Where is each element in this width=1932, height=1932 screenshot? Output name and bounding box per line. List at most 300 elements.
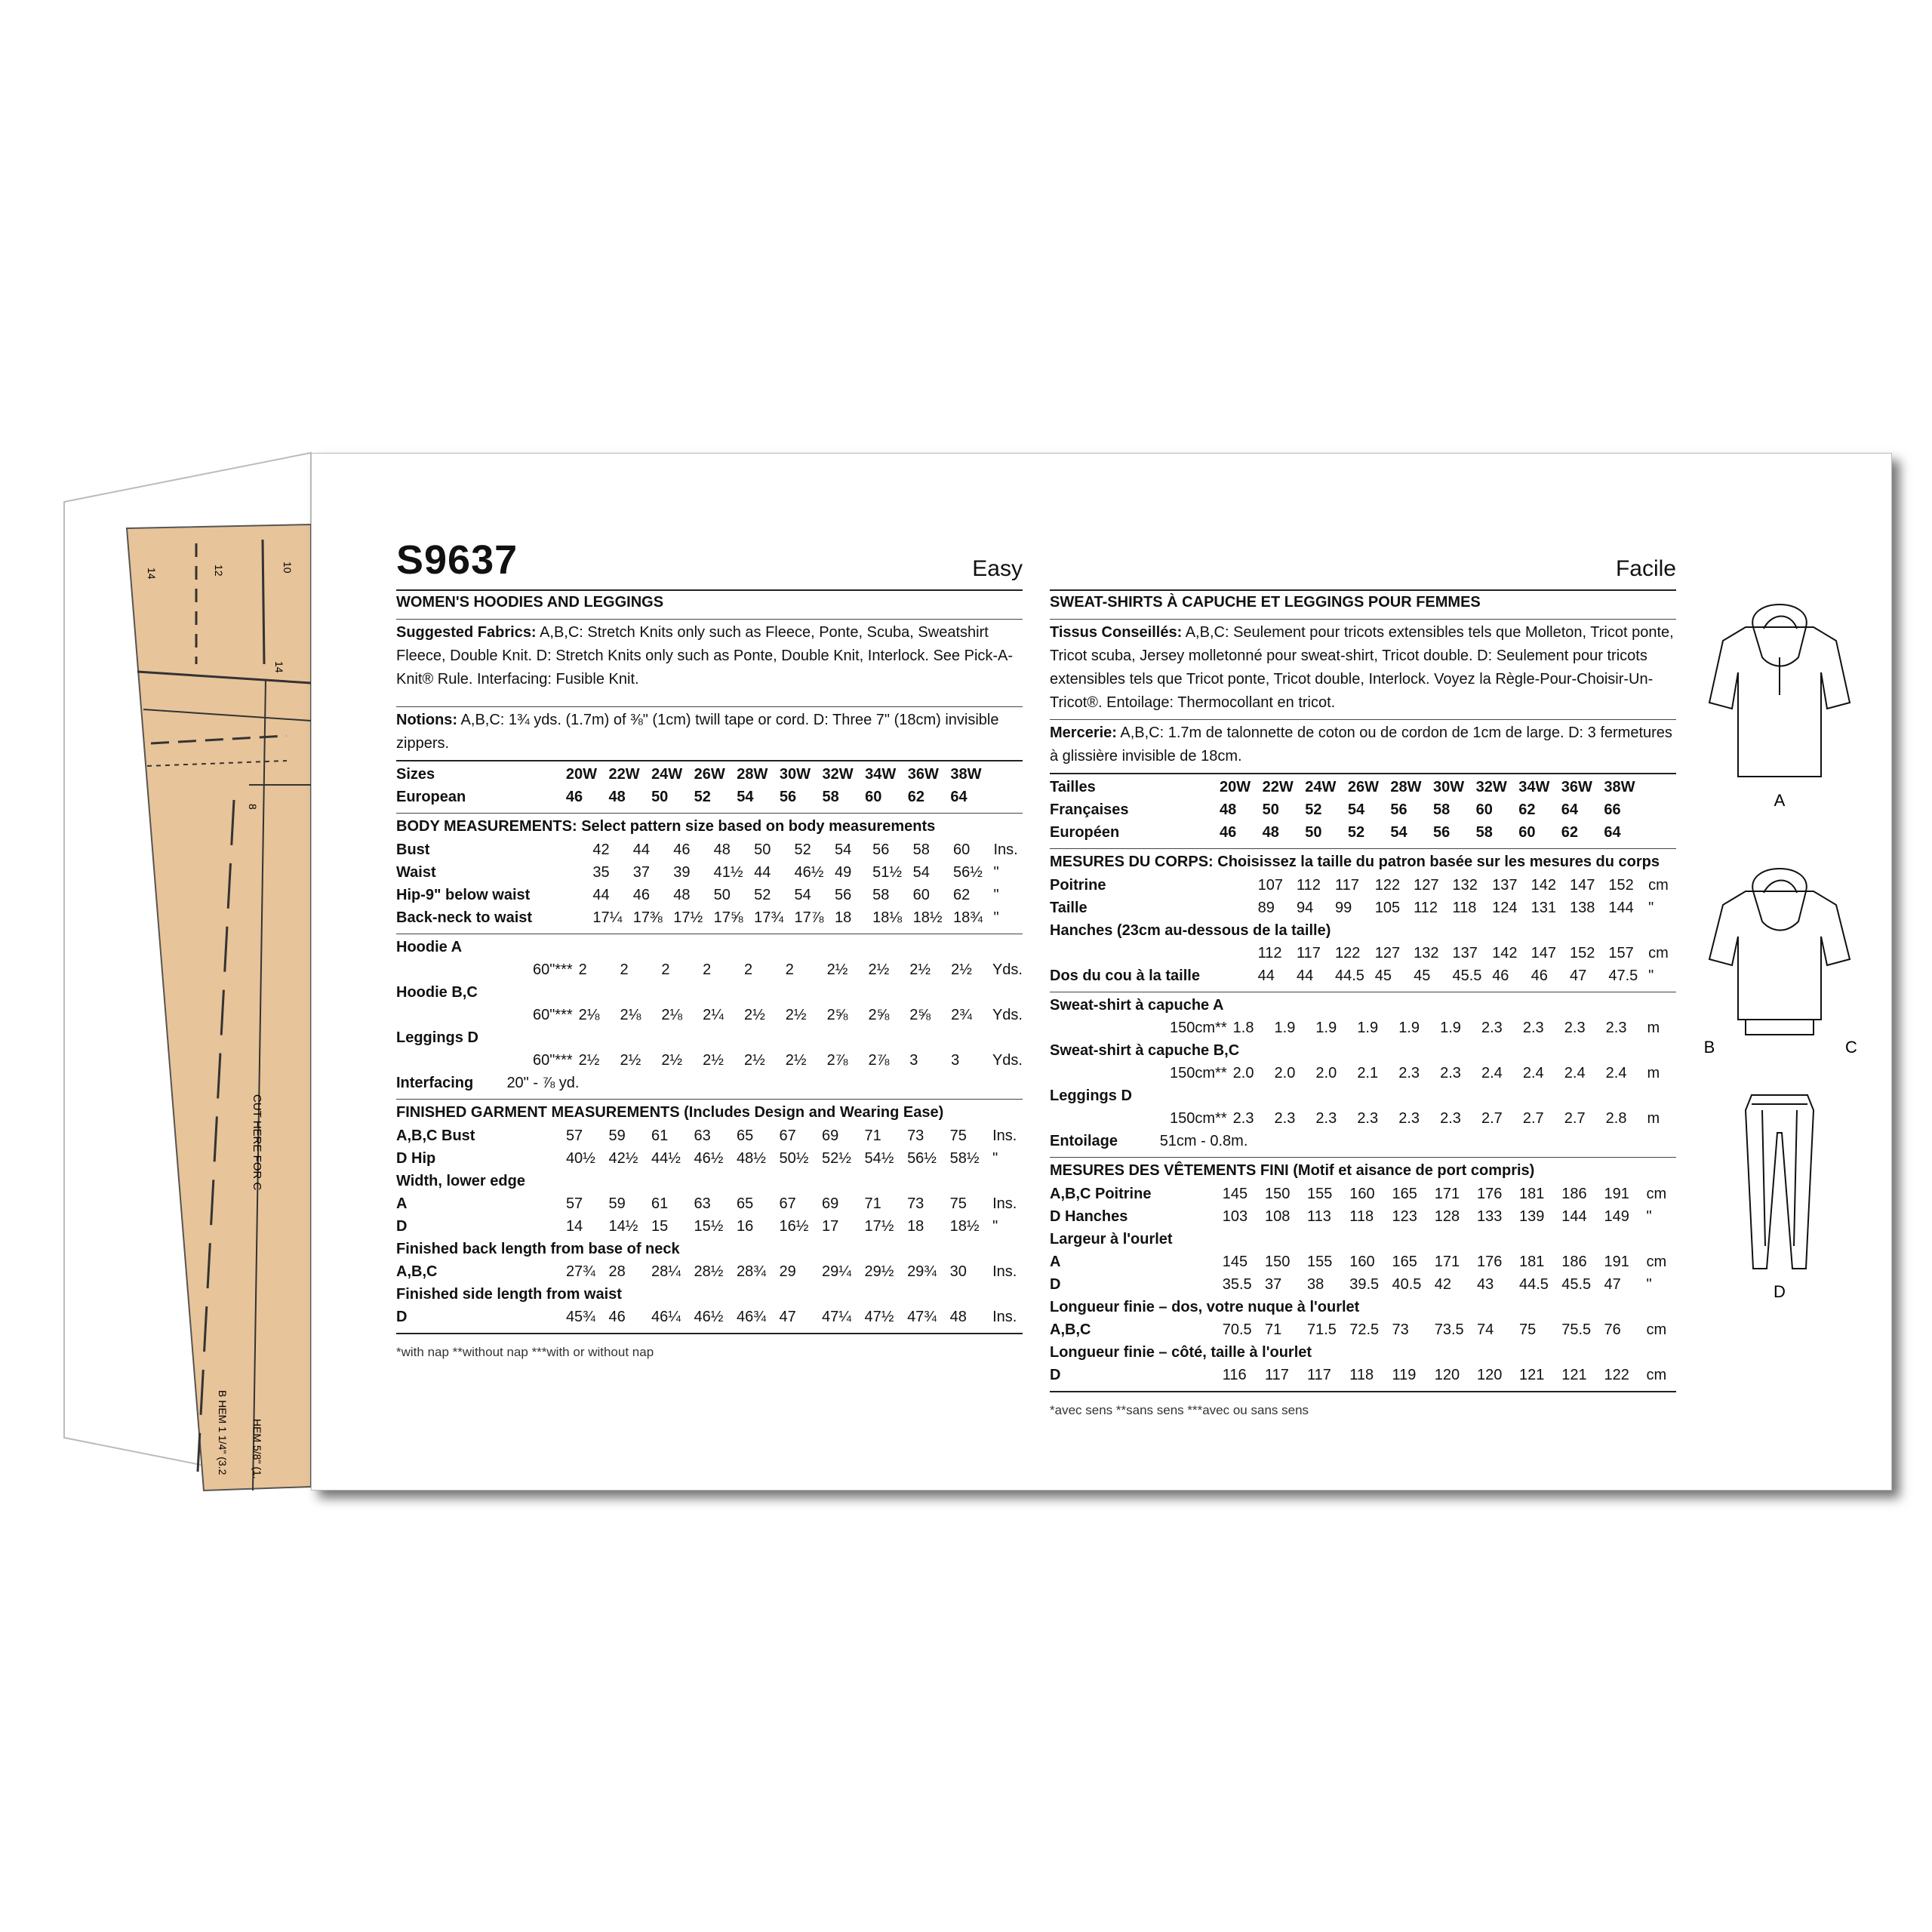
row-label: A,B,C [396, 1263, 438, 1280]
cell-value: 58 [912, 841, 930, 858]
cell-value: 14½ [608, 1218, 638, 1235]
cell-value: 52 [1347, 824, 1365, 841]
table-row [1050, 964, 1676, 987]
cell-value: 105 [1374, 900, 1401, 916]
cell-value: 2.4 [1564, 1065, 1586, 1081]
cell-value: 45.5 [1452, 968, 1482, 984]
yardage-fr [1050, 992, 1676, 1157]
table-row [396, 1306, 1023, 1328]
cell-value: 56 [834, 887, 852, 903]
row-label: Hanches (23cm au-dessous de la taille) [1050, 922, 1331, 939]
cell-value: 2½ [743, 1007, 765, 1023]
cell-value: 64 [950, 789, 968, 805]
cell-value: 107 [1257, 877, 1283, 894]
cell-value: 131 [1531, 900, 1556, 916]
cell-value: 59 [608, 1195, 626, 1212]
cell-value: 2 [743, 961, 753, 978]
cell-unit [1647, 776, 1676, 798]
cell-value: 74 [1476, 1321, 1494, 1338]
cell-value: 46 [1492, 968, 1509, 984]
cell-value: 46 [565, 789, 583, 805]
cell-value: 50 [754, 841, 771, 858]
cell-value: 52½ [822, 1150, 851, 1167]
row-label: Dos du cou à la taille [1050, 968, 1200, 984]
cell-value: 16½ [779, 1218, 809, 1235]
cell-value: 44.5 [1519, 1276, 1549, 1293]
cell-value: 37 [632, 864, 651, 881]
cell-value: 61 [651, 1128, 669, 1144]
cell-value: 58 [1475, 824, 1493, 841]
cell-value: 47 [1569, 968, 1587, 984]
cell-value: 2⅛ [661, 1007, 683, 1023]
cell-value: 176 [1476, 1254, 1503, 1270]
cell-value: 18⅛ [872, 909, 903, 926]
cell-value: 160 [1349, 1254, 1375, 1270]
cell-value: 152 [1608, 877, 1634, 894]
cell-value: 1.8 [1232, 1020, 1254, 1036]
cell-value: 62 [907, 789, 924, 805]
cell-value: 50 [1262, 801, 1279, 818]
cell-value: 2½ [785, 1007, 807, 1023]
cell-value: 117 [1306, 1367, 1331, 1383]
cell-value: 17½ [864, 1218, 894, 1235]
cell-value: 15 [651, 1218, 669, 1235]
cell-value: 2.3 [1398, 1110, 1420, 1127]
row-label [396, 958, 506, 981]
row-label: A,B,C Bust [396, 1128, 475, 1144]
row-label: A,B,C Poitrine [1050, 1186, 1152, 1202]
cell-value: 60 [1518, 824, 1536, 841]
cell-value: 73 [907, 1128, 924, 1144]
cell-value: 2.3 [1564, 1020, 1586, 1036]
sheet-number-8: 8 [247, 804, 259, 810]
cell-value: 47.5 [1608, 968, 1638, 984]
cell-value: 112 [1296, 877, 1321, 894]
cell-value: 186 [1561, 1254, 1587, 1270]
interfacing-row [396, 1072, 1023, 1094]
cell-value: 56 [779, 789, 797, 805]
fabrics-en: Suggested Fabrics: A,B,C: Stretch Knits only such as Fleece, Ponte, Scuba, Sweatshirt Fleece, Double Knit. D: Stretch Knits only such as Ponte, Double Knit, Interlock. See Pick-A-Knit® Rule. Interfacing: Fusible Knit. [396, 619, 1023, 696]
cell-value: 2⅝ [826, 1007, 848, 1023]
cell-value: 54 [794, 887, 811, 903]
table-row [1050, 994, 1676, 1017]
cell-value: 116 [1222, 1367, 1247, 1383]
cell-value: 17⅜ [632, 909, 663, 926]
cell-value: 2.0 [1315, 1065, 1337, 1081]
row-spacer [532, 838, 592, 861]
cell-value: 160 [1349, 1186, 1375, 1202]
cut-here-text: CUT HERE FOR C [251, 1094, 263, 1191]
cell-value: 47 [1604, 1276, 1621, 1293]
table-row [396, 1260, 1023, 1283]
cell-value: 2¾ [951, 1007, 972, 1023]
row-label: D [1050, 1367, 1061, 1383]
cell-value: 59 [608, 1128, 626, 1144]
hem-text: HEM 5/8" (1. [251, 1419, 263, 1479]
cell-value: 71 [864, 1195, 881, 1212]
cell-value: 2½ [703, 1052, 724, 1069]
cell-value: 2½ [868, 961, 890, 978]
row-label: A [1050, 1254, 1061, 1270]
row-spacer [494, 1215, 566, 1238]
cell-value: 2.3 [1232, 1110, 1254, 1127]
cell-value: 142 [1492, 945, 1518, 961]
cell-value: 145 [1222, 1186, 1248, 1202]
cell-value: 56 [872, 841, 890, 858]
cell-value: 32W [1475, 779, 1507, 795]
row-label: A,B,C [1050, 1321, 1091, 1338]
cell-value: 52 [694, 789, 711, 805]
row-sub: 150cm** [1170, 1110, 1227, 1127]
row-label: D [1050, 1276, 1061, 1293]
row-sub: 60"*** [532, 1007, 573, 1023]
row-label: Longueur finie – côté, taille à l'ourlet [1050, 1344, 1312, 1361]
row-label: D [396, 1218, 408, 1235]
row-label: European [396, 789, 466, 805]
cell-value: 122 [1335, 945, 1361, 961]
cell-value: 26W [694, 766, 725, 783]
row-spacer [494, 1306, 566, 1328]
cell-value: 123 [1392, 1208, 1417, 1225]
cell-value: 60 [865, 789, 882, 805]
cell-value: 17 [822, 1218, 839, 1235]
cell-value: 75 [949, 1195, 967, 1212]
row-label: D [396, 1309, 408, 1325]
cell-value: 46¾ [737, 1309, 766, 1325]
row-spacer [494, 1260, 566, 1283]
cell-value: 120 [1476, 1367, 1503, 1383]
row-label: A [396, 1195, 408, 1212]
cell-value: 127 [1414, 877, 1439, 894]
cell-value: 29¾ [907, 1263, 937, 1280]
cell-value: 56 [1390, 801, 1407, 818]
cell-value: 2.4 [1605, 1065, 1627, 1081]
title-en: WOMEN'S HOODIES AND LEGGINGS [396, 594, 664, 611]
table-row [1050, 1107, 1676, 1130]
table-row [396, 884, 1023, 906]
table-row [1050, 1341, 1676, 1364]
cell-value: 112 [1257, 945, 1282, 961]
cell-value: 44.5 [1335, 968, 1364, 984]
cell-value: 24W [651, 766, 683, 783]
cell-value: 117 [1335, 877, 1359, 894]
row-spacer [1200, 964, 1258, 987]
cell-value: 144 [1561, 1208, 1587, 1225]
cell-value: 2.3 [1481, 1020, 1503, 1036]
cell-value: 14 [565, 1218, 583, 1235]
cell-value: 142 [1531, 877, 1556, 894]
cell-value: 48½ [737, 1150, 766, 1167]
cell-value: 118 [1452, 900, 1477, 916]
cell-value: 2½ [743, 1052, 765, 1069]
cell-value: 157 [1608, 945, 1634, 961]
row-label: Hip-9" below waist [396, 887, 531, 903]
cell-value: 171 [1434, 1254, 1460, 1270]
table-row [1050, 1039, 1676, 1062]
interfacing-row [1050, 1130, 1676, 1152]
body-measurements-fr: MESURES DU CORPS: Choisissez la taille du patron basée sur les mesures du corps Poitrine 107 112 117 122 127 132 137 142 147 152 cm Taille 89 94 99 105 112 118 124 131 138 144 " Hanches (23cm au-dessous de la taille) 112 117 122 127 132 137 142 147 152 157 cm Dos du cou à la taille 44 44 44.5 45 45 45.5 46 46 47 47.5 " [1050, 848, 1676, 992]
cell-value: 75.5 [1561, 1321, 1592, 1338]
cell-value: 1.9 [1274, 1020, 1296, 1036]
cell-value: 47¾ [907, 1309, 937, 1325]
cell-value: 155 [1306, 1186, 1333, 1202]
cell-value: 46 [673, 841, 691, 858]
cell-value: 30W [779, 766, 811, 783]
cell-value: 186 [1561, 1186, 1587, 1202]
cell-value: 139 [1519, 1208, 1545, 1225]
row-label: Back-neck to waist [396, 909, 533, 926]
cell-value: 117 [1296, 945, 1321, 961]
cell-value: 58 [1433, 801, 1451, 818]
row-sub: 150cm** [1170, 1020, 1227, 1036]
cell-value: 191 [1604, 1254, 1629, 1270]
row-spacer [1151, 1318, 1222, 1341]
cell-value: 122 [1604, 1367, 1629, 1383]
row-spacer [1151, 1364, 1222, 1386]
row-label: D Hanches [1050, 1208, 1128, 1225]
cell-value: 35 [592, 864, 610, 881]
body-measurements-en: BODY MEASUREMENTS: Select pattern size based on body measurements Bust 42 44 46 48 50 52 54 56 58 60 Ins. Waist 35 37 39 41½ 44 46½ 49 51½ 54 56½ " Hip-9" below waist 44 46 48 50 52 54 56 58 60 62 " Back-neck to waist 17¼ 17⅜ 17½ 17⅝ 17¾ 17⅞ 18 18⅛ 18½ 18¾ " [396, 813, 1023, 934]
cell-unit: m [1647, 1065, 1660, 1081]
row-label: Poitrine [1050, 877, 1106, 894]
cell-unit: m [1647, 1020, 1660, 1036]
cell-unit: cm [1648, 877, 1669, 894]
cell-value: 94 [1296, 900, 1314, 916]
row-label: Sweat-shirt à capuche A [1050, 997, 1224, 1014]
cell-value: 58½ [949, 1150, 980, 1167]
cell-value: 43 [1476, 1276, 1494, 1293]
cell-value: 133 [1476, 1208, 1503, 1225]
level-en: Easy [972, 556, 1023, 581]
cell-value: 42½ [608, 1150, 638, 1167]
cell-value: 69 [822, 1195, 839, 1212]
cell-value: 2.8 [1605, 1110, 1627, 1127]
cell-value: 2¼ [703, 1007, 724, 1023]
cell-value: 117 [1264, 1367, 1289, 1383]
cell-value: 16 [737, 1218, 754, 1235]
row-label [396, 1004, 506, 1026]
cell-value: 58 [822, 789, 839, 805]
cell-value: 58 [872, 887, 890, 903]
cell-value: 118 [1349, 1367, 1374, 1383]
cell-value: 61 [651, 1195, 669, 1212]
cell-value: 1.9 [1315, 1020, 1337, 1036]
cell-unit: cm [1646, 1367, 1667, 1383]
cell-value: 70.5 [1222, 1321, 1252, 1338]
cell-value: 50 [713, 887, 731, 903]
cell-unit: Ins. [992, 1128, 1017, 1144]
row-spacer [494, 1192, 566, 1215]
cell-unit [1647, 798, 1676, 821]
cell-value: 112 [1414, 900, 1438, 916]
cell-value: 2⅛ [620, 1007, 641, 1023]
cell-value: 2.1 [1357, 1065, 1379, 1081]
cell-value: 2.7 [1522, 1110, 1544, 1127]
cell-value: 34W [1518, 779, 1550, 795]
cell-value: 2⅝ [868, 1007, 890, 1023]
cell-value: 2.0 [1274, 1065, 1296, 1081]
row-label: Hoodie A [396, 939, 463, 955]
row-label: Françaises [1050, 801, 1129, 818]
cell-value: 3 [909, 1052, 918, 1069]
cell-value: 18 [834, 909, 852, 926]
cell-value: 35.5 [1222, 1276, 1252, 1293]
cell-value: 2.3 [1398, 1065, 1420, 1081]
cell-value: 2 [578, 961, 587, 978]
row-label: Hoodie B,C [396, 984, 478, 1001]
table-row [396, 981, 1023, 1004]
cell-value: 18¾ [953, 909, 983, 926]
cell-value: 45 [1374, 968, 1392, 984]
table-row [1050, 1296, 1676, 1318]
cell-value: 18½ [949, 1218, 980, 1235]
row-spacer [1200, 874, 1258, 897]
cell-value: 17½ [673, 909, 703, 926]
cell-value: 22W [1262, 779, 1294, 795]
cell-value: 2.0 [1232, 1065, 1254, 1081]
label-c: C [1845, 1038, 1857, 1057]
cell-value: 56 [1433, 824, 1451, 841]
cell-value: 30W [1433, 779, 1465, 795]
cell-value: 45¾ [565, 1309, 595, 1325]
cell-value: 2.3 [1440, 1065, 1461, 1081]
cell-value: 57 [565, 1195, 583, 1212]
sheet-number-12: 12 [213, 565, 225, 577]
row-spacer [1151, 1183, 1222, 1205]
cell-value: 17¼ [592, 909, 623, 926]
row-label: Européen [1050, 824, 1120, 841]
sheet-number-10: 10 [281, 561, 294, 574]
table-row [396, 936, 1023, 958]
cell-value: 1.9 [1398, 1020, 1420, 1036]
cell-value: 20W [565, 766, 597, 783]
cell-value: 50 [651, 789, 669, 805]
row-spacer [1147, 821, 1220, 844]
cell-value: 2 [703, 961, 712, 978]
cell-value: 2.3 [1274, 1110, 1296, 1127]
cell-value: 60 [1475, 801, 1493, 818]
table-row [396, 1147, 1023, 1170]
row-label [1050, 1017, 1160, 1039]
row-sub: 60"*** [532, 961, 573, 978]
cell-value: 138 [1569, 900, 1595, 916]
cell-unit: " [1648, 968, 1654, 984]
row-spacer [1147, 776, 1220, 798]
cell-unit [1647, 821, 1676, 844]
cell-value: 64 [1604, 824, 1621, 841]
cell-value: 132 [1452, 877, 1478, 894]
row-spacer [494, 763, 566, 786]
cell-value: 2⅝ [909, 1007, 931, 1023]
table-row [396, 1192, 1023, 1215]
cell-value: 44 [632, 841, 651, 858]
table-row [1050, 1183, 1676, 1205]
sheet-number-14b: 14 [273, 661, 285, 673]
cell-value: 73 [1392, 1321, 1409, 1338]
label-b: B [1703, 1038, 1715, 1057]
row-label: Leggings D [396, 1029, 478, 1046]
cell-value: 27¾ [565, 1263, 595, 1280]
cell-value: 1.9 [1357, 1020, 1379, 1036]
notions-en: Notions: A,B,C: 1¾ yds. (1.7m) of ⅜" (1cm) twill tape or cord. D: Three 7" (18cm) invisible zippers. [396, 706, 1023, 760]
cell-value: 3 [951, 1052, 960, 1069]
table-row [1050, 919, 1676, 942]
interfacing-text: 20" - ⅞ yd. [506, 1075, 580, 1091]
table-row [1050, 942, 1676, 964]
cell-value: 28W [1390, 779, 1422, 795]
cell-value: 2 [661, 961, 670, 978]
cell-value: 22W [608, 766, 640, 783]
cell-value: 38W [950, 766, 982, 783]
cell-value: 50 [1305, 824, 1322, 841]
cell-value: 147 [1531, 945, 1556, 961]
cell-value: 65 [737, 1128, 754, 1144]
table-row [396, 1170, 1023, 1192]
cell-value: 48 [673, 887, 691, 903]
cell-value: 52 [754, 887, 771, 903]
cell-value: 46 [1531, 968, 1548, 984]
table-row [1050, 874, 1676, 897]
cell-value: 128 [1434, 1208, 1460, 1225]
cell-value: 46½ [694, 1309, 724, 1325]
envelope-back [311, 453, 1892, 1491]
cell-value: 2.3 [1522, 1020, 1544, 1036]
interfacing-label: Interfacing [396, 1075, 474, 1091]
table-row [396, 861, 1023, 884]
footnote-fr: *avec sens **sans sens ***avec ou sans sens [1050, 1403, 1309, 1417]
cell-value: 66 [1604, 801, 1621, 818]
row-label: Tailles [1050, 779, 1096, 795]
cell-value: 63 [694, 1128, 711, 1144]
cell-unit: m [1647, 1110, 1660, 1127]
cell-value: 2.3 [1357, 1110, 1379, 1127]
cell-value: 137 [1452, 945, 1478, 961]
cell-value: 40½ [565, 1150, 595, 1167]
yardage-en [396, 934, 1023, 1099]
sheet-number-14a: 14 [146, 568, 158, 580]
sizes-table-en [396, 760, 1023, 813]
cell-unit: Yds. [992, 961, 1023, 978]
cell-unit: Ins. [992, 1309, 1017, 1325]
cell-value: 155 [1306, 1254, 1333, 1270]
table-row [1050, 1318, 1676, 1341]
leggings-d-illustration [1746, 1095, 1814, 1269]
table-row [1050, 776, 1676, 798]
table-row [396, 1124, 1023, 1147]
cell-value: 62 [953, 887, 971, 903]
table-row [1050, 1228, 1676, 1251]
label-a: A [1774, 791, 1786, 810]
cell-value: 48 [1220, 801, 1237, 818]
table-row [396, 958, 1023, 981]
cell-unit: " [1648, 900, 1654, 916]
table-row [396, 1215, 1023, 1238]
cell-value: 54½ [864, 1150, 894, 1167]
cell-value: 17⅞ [794, 909, 824, 926]
cell-unit: " [992, 1218, 998, 1235]
row-label: Finished side length from waist [396, 1286, 622, 1303]
garment-illustrations [1693, 582, 1866, 1337]
cell-value: 118 [1349, 1208, 1374, 1225]
cell-value: 2.4 [1481, 1065, 1503, 1081]
cell-unit: Ins. [992, 1263, 1017, 1280]
cell-value: 18 [907, 1218, 924, 1235]
cell-unit: cm [1648, 945, 1669, 961]
cell-value: 71.5 [1306, 1321, 1337, 1338]
row-spacer [1200, 942, 1258, 964]
cell-value: 46 [608, 1309, 626, 1325]
cell-value: 44½ [651, 1150, 681, 1167]
